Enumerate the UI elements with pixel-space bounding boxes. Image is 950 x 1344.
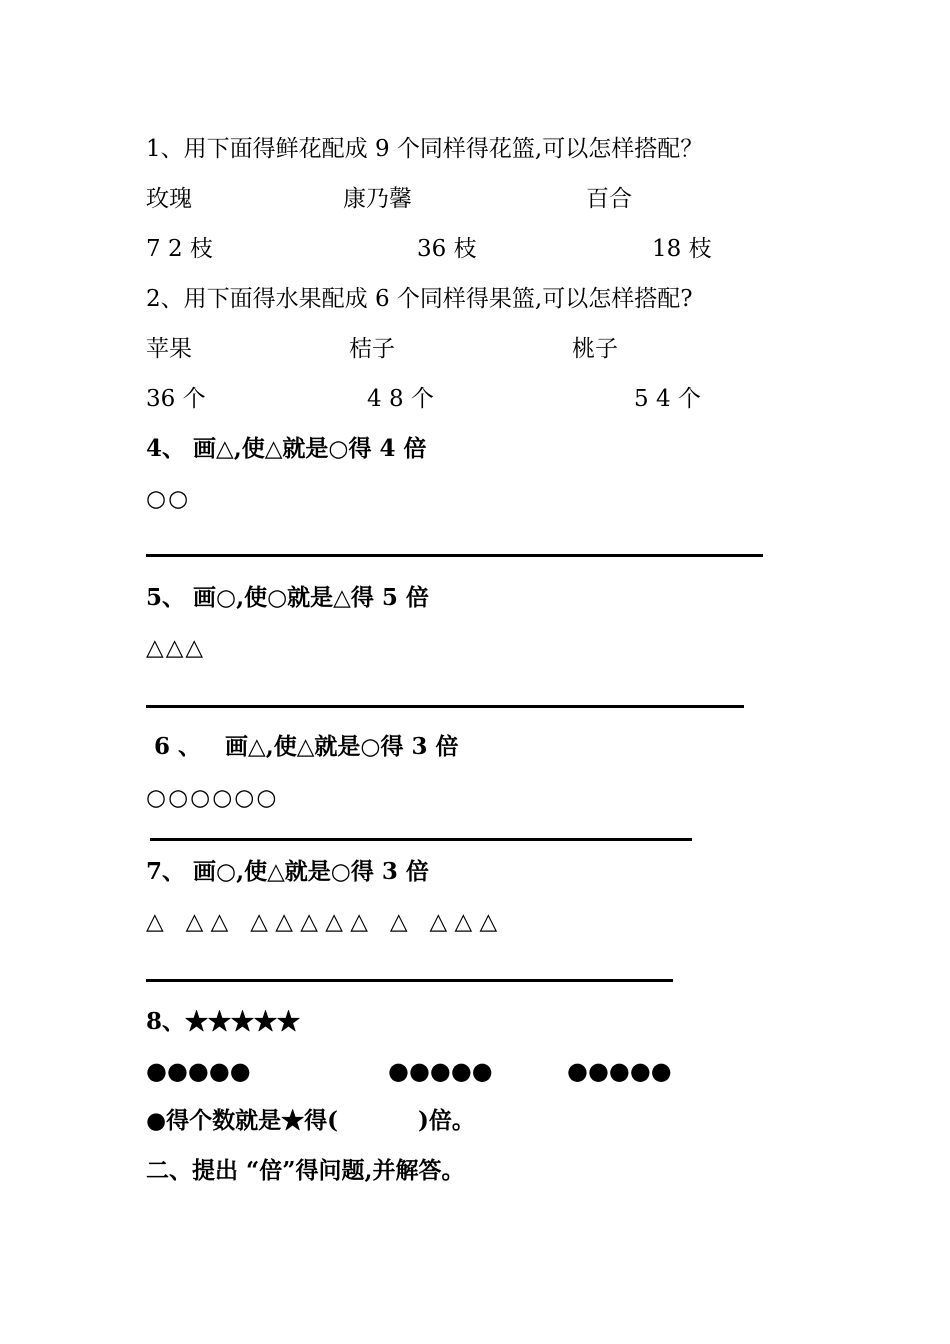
q2-item-name: 苹果 (146, 336, 192, 362)
q2-item-count: 36 个 (146, 386, 206, 412)
q8-dot-group: ●●●●● (567, 1057, 672, 1085)
q6-text: 6 、 画△,使△就是○得 3 倍 (146, 733, 459, 760)
q2-item-name: 桃子 (572, 336, 618, 362)
q4-text: 4、 画△,使△就是○得 4 倍 (146, 435, 427, 462)
q5-shapes: △△△ (146, 635, 206, 661)
q2-item-count: 5 4 个 (634, 386, 701, 412)
q7-answer-line (146, 979, 673, 982)
q1-item-name: 百合 (586, 186, 632, 212)
q1-item-count: 36 枝 (417, 236, 477, 262)
q1-text: 1、用下面得鲜花配成 9 个同样得花篮,可以怎样搭配？ (146, 136, 704, 162)
q4-answer-line (146, 554, 763, 557)
q5-text: 5、 画○,使○就是△得 5 倍 (146, 584, 429, 611)
q2-text: 2、用下面得水果配成 6 个同样得果篮,可以怎样搭配? (146, 286, 693, 312)
q7-text: 7、 画○,使△就是○得 3 倍 (146, 858, 429, 885)
q6-answer-line (150, 838, 692, 841)
q7-shapes: △ △ △ △ △ △ △ △ △ △ △ △ (146, 909, 498, 935)
q8-dot-group: ●●●●● (146, 1057, 251, 1085)
q2-item-name: 桔子 (349, 336, 395, 362)
q1-item-name: 康乃馨 (343, 186, 412, 212)
section2-heading: 二、提出 “倍”得问题,并解答。 (146, 1157, 465, 1184)
q5-answer-line (146, 705, 744, 708)
q8-question: ●得个数就是★得( )倍。 (146, 1107, 475, 1134)
q4-shapes: ○○ (146, 486, 191, 512)
q1-item-count: 7 2 枝 (146, 236, 213, 262)
q6-shapes: ○○○○○○ (146, 785, 279, 811)
q2-item-count: 4 8 个 (367, 386, 434, 412)
q8-dot-group: ●●●●● (388, 1057, 493, 1085)
q1-item-count: 18 枝 (652, 236, 712, 262)
q1-item-name: 玫瑰 (146, 186, 192, 212)
q8-text: 8、★★★★★ (146, 1008, 301, 1035)
